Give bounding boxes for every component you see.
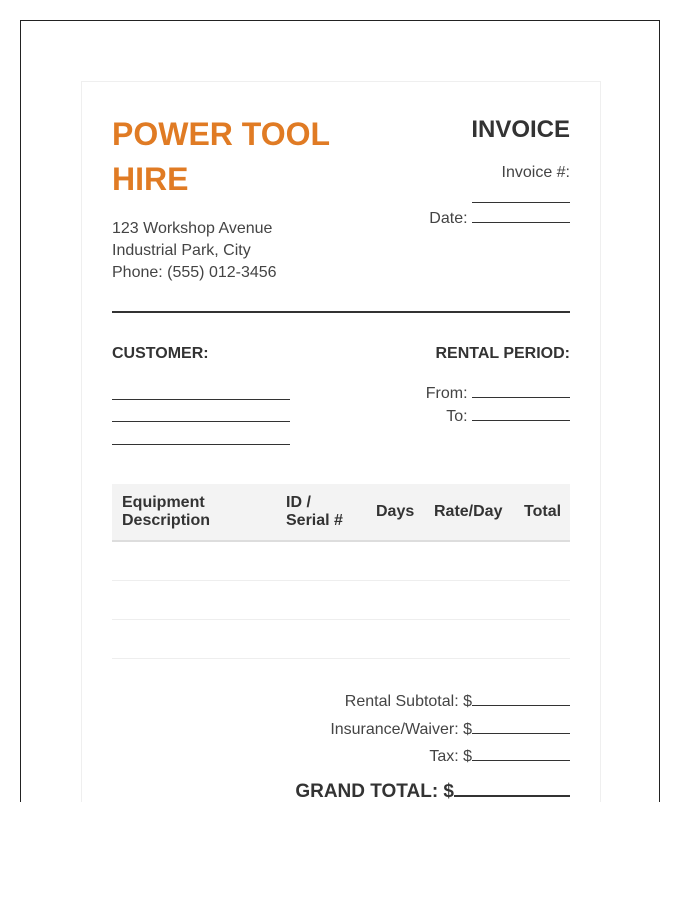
invoice-date-row xyxy=(429,208,570,228)
insurance-row xyxy=(330,719,570,739)
rental-from-label: From: xyxy=(425,385,468,402)
customer-line-3[interactable] xyxy=(112,444,290,445)
invoice-title: INVOICE xyxy=(471,116,570,143)
customer-line-2[interactable] xyxy=(112,421,290,422)
subtotal-label: Rental Subtotal: $ xyxy=(344,693,472,710)
rental-to-field[interactable] xyxy=(472,406,570,421)
insurance-label: Insurance/Waiver: $ xyxy=(330,721,472,738)
customer-line-1[interactable] xyxy=(112,399,290,400)
company-address-line1: 123 Workshop Avenue xyxy=(112,220,273,237)
grand-total-row xyxy=(295,778,570,803)
invoice-date-label: Date: xyxy=(429,210,468,227)
rental-to-row xyxy=(446,406,570,426)
header-divider xyxy=(112,311,570,313)
invoice-number-blank xyxy=(472,188,570,203)
column-header-serial: ID / Serial # xyxy=(286,494,343,529)
column-header-total: Total xyxy=(524,503,562,520)
grand-total-field[interactable] xyxy=(454,778,570,797)
invoice-number-label: Invoice #: xyxy=(501,164,570,181)
column-header-description: Equipment Description xyxy=(122,494,211,529)
table-row[interactable] xyxy=(112,580,570,581)
subtotal-row xyxy=(345,691,570,711)
equipment-table-header xyxy=(112,484,570,542)
rental-from-field[interactable] xyxy=(472,383,570,398)
company-address-line2: Industrial Park, City xyxy=(112,242,251,259)
rental-to-label: To: xyxy=(446,408,468,425)
invoice-date-field[interactable] xyxy=(472,208,570,223)
company-name: POWER TOOL HIRE xyxy=(112,116,330,197)
grand-total-label: GRAND TOTAL: $ xyxy=(295,781,454,802)
rental-from-row xyxy=(426,383,570,403)
subtotal-field[interactable] xyxy=(472,691,570,706)
column-header-days: Days xyxy=(376,503,415,520)
table-row[interactable] xyxy=(112,658,570,659)
tax-label: Tax: $ xyxy=(429,748,472,765)
company-phone: Phone: (555) 012-3456 xyxy=(112,264,277,281)
tax-field[interactable] xyxy=(472,746,570,761)
insurance-field[interactable] xyxy=(472,719,570,734)
rental-period-label: RENTAL PERIOD: xyxy=(435,345,570,362)
column-header-rate: Rate/Day xyxy=(434,503,503,520)
tax-row xyxy=(429,746,570,766)
customer-label: CUSTOMER: xyxy=(112,345,209,362)
table-row[interactable] xyxy=(112,619,570,620)
invoice-number-field[interactable] xyxy=(472,188,570,208)
